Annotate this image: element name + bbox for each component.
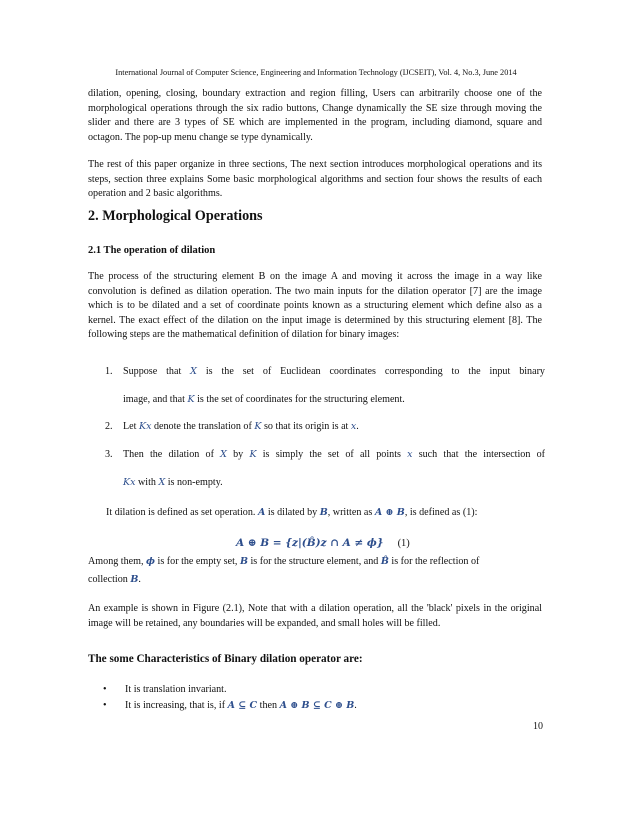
bullet-text [125,699,357,713]
text-run: , written as [327,507,375,518]
paragraph-organization: The rest of this paper organize in three sections, The next section introduces morphological operations and its steps, section three explains Some basic morphological algorithms and section four shows the results of each operation and 2 basic algorithms. [88,159,542,199]
text-run: . [354,700,357,711]
text-run: . [356,421,359,432]
step-number: 2. [105,421,113,432]
math-symbol: A [257,507,266,518]
dilation-equation [236,537,410,549]
journal-header: International Journal of Computer Science, Engineering and Information Technology (IJCSEIT), Vol. 4, No.3, June 2014 [115,68,517,77]
paragraph-example: An example is shown in Figure (2.1), Note that with a dilation operation, all the 'black' pixels in the original image will be retained, any boundaries will be expanded, and small holes will be filled. [88,603,542,629]
math-symbol: Kx [123,477,136,488]
paragraph-intro-continued: dilation, opening, closing, boundary extraction and region filling, Users can arbitrarily choose one of the morphological operations through the six radio buttons, Change dynamically the SE size through moving the slider and there are 3 types of SE which are implemented in the program, including diamond, square and octagon. The pop-up menu change se type dynamically. [88,88,542,143]
math-symbol: B [239,556,248,567]
math-symbol: A ⊕ B [374,507,405,518]
bullet-text: It is translation invariant. [125,684,227,695]
page-number: 10 [533,721,543,732]
math-symbol: K [187,394,195,405]
text-run: It is increasing, that is, if [125,700,228,711]
math-symbol: A ⊆ C [227,700,258,711]
text-run: denote the translation of [151,421,255,432]
step-number: 3. [105,449,113,460]
text-run: with [135,477,159,488]
math-symbol: X [158,477,166,488]
math-symbol: B [319,507,328,518]
definition-line [106,506,477,520]
math-symbol: B [130,574,139,585]
math-symbol: K [254,421,262,432]
text-run: , is defined as (1): [404,507,478,518]
text-run: . [138,574,141,585]
math-symbol: A ⊕ B ⊆ C ⊕ B [279,700,355,711]
subsection-heading: 2.1 The operation of dilation [88,245,216,256]
text-run: is the set of Euclidean coordinates corresponding to the input binary [196,366,545,377]
text-run: such that the intersection of [412,449,545,460]
math-symbol: Kx [138,421,152,432]
among-line [88,555,542,569]
step-number: 1. [105,366,113,377]
section-heading: 2. Morphological Operations [88,208,263,224]
text-run: is simply the set of all points [256,449,408,460]
step-text [123,393,545,407]
step-text [123,420,545,434]
text-run: is for the structure element, and [247,556,381,567]
step-text [123,448,545,462]
text-run: then [257,700,280,711]
text-run: It dilation is defined as set operation. [106,507,258,518]
math-symbol: X [190,366,197,377]
text-run: is for the reflection of [388,556,480,567]
text-run: is the set of coordinates for the structuring element. [194,394,405,405]
equation-number: (1) [397,538,410,549]
text-run: Suppose that [123,366,191,377]
bullet-dot: • [103,700,107,711]
math-symbol: x [350,421,357,432]
step-text [123,476,545,490]
text-run: Among them, [88,556,147,567]
math-symbol: B̂ [380,556,389,567]
math-symbol: ϕ [146,556,155,567]
math-symbol: X [220,449,227,460]
step-text [123,365,545,379]
among-line-cont [88,573,141,587]
text-run: by [226,449,250,460]
math-symbol: x [407,449,413,460]
paragraph-dilation-definition: The process of the structuring element B on the image A and moving it across the image in a way like convolution is defined as dilation operation. The two main inputs for the dilation operator [7] are the image which is to be dilated and a set of coordinate points known as a structuring element which define also as a kernel. The exact effect of the dilation on the input image is determined by this structuring element [8]. The following steps are the mathematical definition of dilation for binary images: [88,271,542,340]
text-run: is for the empty set, [155,556,240,567]
text-run: is dilated by [265,507,320,518]
bullet-dot: • [103,684,107,695]
text-run: Then the dilation of [123,449,221,460]
text-run: image, and that [123,394,188,405]
text-run: Let [123,421,139,432]
math-symbol: K [249,449,257,460]
text-run: collection [88,574,131,585]
text-run: so that its origin is at [261,421,351,432]
characteristics-heading: The some Characteristics of Binary dilation operator are: [88,653,363,665]
text-run: is non-empty. [165,477,223,488]
equation-math: A ⊕ B = {z|(B̂)z ∩ A ≠ ϕ} [236,537,384,549]
